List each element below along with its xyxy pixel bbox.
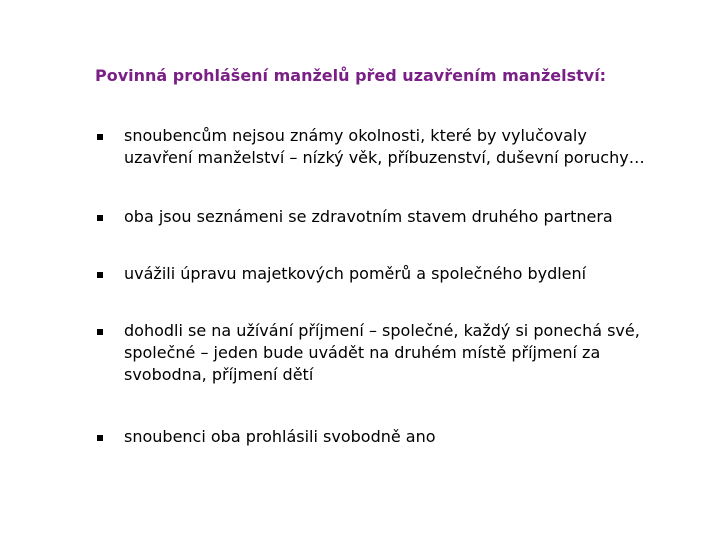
square-bullet-icon: [97, 134, 103, 140]
bullet-text-line: dohodli se na užívání příjmení – společné, každý si ponechá své,: [124, 321, 640, 340]
bullet-text-line: uzavření manželství – nízký věk, příbuzenství, duševní poruchy…: [124, 148, 645, 167]
bullet-text-line: společné – jeden bude uvádět na druhém místě příjmení za: [124, 343, 601, 362]
square-bullet-icon: [97, 329, 103, 335]
square-bullet-icon: [97, 215, 103, 221]
bullet-text-line: snoubenci oba prohlásili svobodně ano: [124, 427, 436, 446]
square-bullet-icon: [97, 435, 103, 441]
slide-title: Povinná prohlášení manželů před uzavřením manželství:: [95, 66, 607, 85]
bullet-text: [124, 125, 709, 169]
square-bullet-icon: [97, 272, 103, 278]
bullet-text-line: snoubencům nejsou známy okolnosti, které by vylučovaly: [124, 126, 587, 145]
bullet-text-line: svobodna, příjmení dětí: [124, 365, 314, 384]
bullet-text-line: oba jsou seznámeni se zdravotním stavem druhého partnera: [124, 207, 613, 226]
bullet-text: [124, 320, 709, 386]
bullet-text-line: uvážili úpravu majetkových poměrů a společného bydlení: [124, 264, 587, 283]
bullet-text: [124, 206, 709, 228]
bullet-text: [124, 426, 709, 448]
bullet-text: [124, 263, 709, 285]
